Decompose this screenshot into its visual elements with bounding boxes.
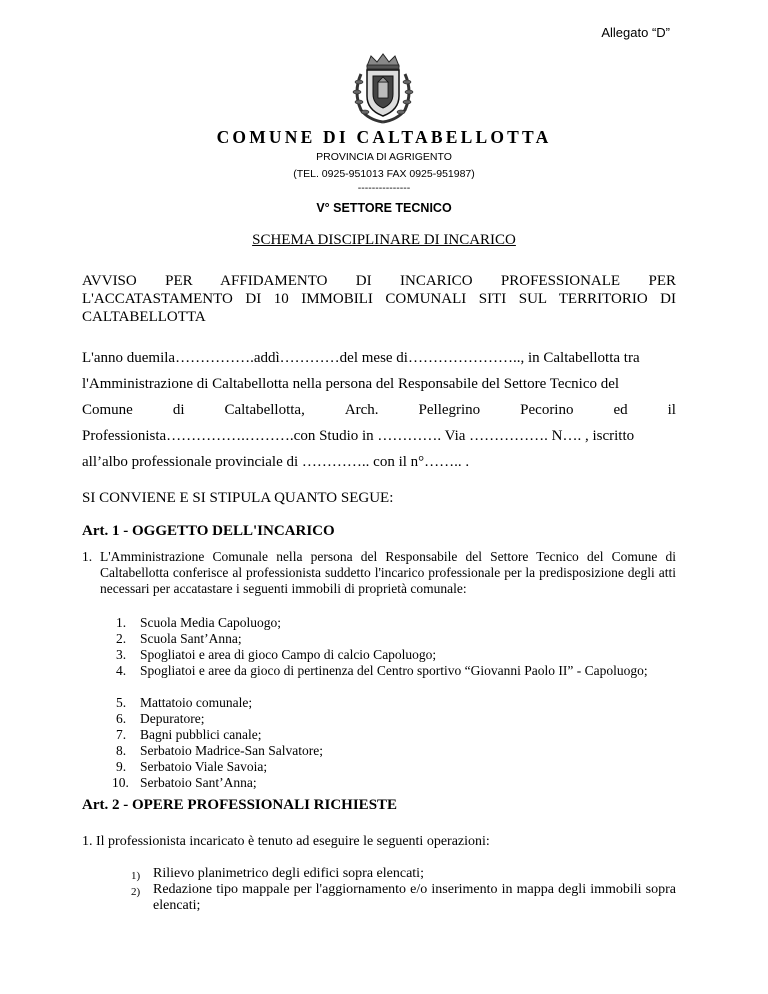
separator-dashes: --------------- bbox=[357, 182, 411, 194]
list-item bbox=[116, 615, 676, 631]
preamble-word: Pecorino bbox=[520, 402, 574, 418]
operation-number: 2) bbox=[131, 886, 141, 898]
preamble-line-3 bbox=[82, 402, 676, 419]
list-item-text: Depuratore; bbox=[140, 711, 205, 726]
list-item bbox=[116, 711, 676, 727]
list-item-number: 1. bbox=[116, 615, 127, 630]
preamble-line-4: Professionista…………….……….con Studio in …………. Via ……………. N…. , iscritto bbox=[82, 428, 635, 444]
list-item bbox=[116, 743, 676, 759]
list-item-number: 9. bbox=[116, 759, 127, 774]
operation-number: 1) bbox=[131, 870, 141, 882]
list-item bbox=[112, 775, 672, 791]
agreement-heading: SI CONVIENE E SI STIPULA QUANTO SEGUE: bbox=[82, 490, 394, 506]
operation-item bbox=[131, 882, 676, 914]
list-item bbox=[116, 663, 676, 679]
article-1-number: 1. bbox=[82, 549, 93, 564]
list-item-text: Serbatoio Madrice-San Salvatore; bbox=[140, 743, 323, 758]
allegato-label: Allegato “D” bbox=[601, 25, 670, 40]
list-item bbox=[116, 631, 676, 647]
preamble-word: ed bbox=[613, 402, 628, 418]
operation-text: Rilievo planimetrico degli edifici sopra elencati; bbox=[153, 866, 424, 881]
article-1-title: Art. 1 - OGGETTO DELL'INCARICO bbox=[82, 523, 335, 539]
list-item-number: 7. bbox=[116, 727, 127, 742]
preamble-line-1: L'anno duemila…………….addì…………del mese di………………….., in Caltabellotta tra bbox=[82, 350, 640, 366]
article-2-title: Art. 2 - OPERE PROFESSIONALI RICHIESTE bbox=[82, 797, 398, 813]
list-item-text: Scuola Media Capoluogo; bbox=[140, 615, 281, 630]
province-subtitle: PROVINCIA DI AGRIGENTO bbox=[316, 151, 452, 163]
preamble-word: Arch. bbox=[344, 402, 379, 418]
list-item-text: Serbatoio Sant’Anna; bbox=[140, 775, 257, 790]
preamble-word: di bbox=[172, 402, 185, 418]
article-2-paragraph: 1. Il professionista incaricato è tenuto ad eseguire le seguenti operazioni: bbox=[82, 834, 490, 849]
preamble-word: Caltabellotta, bbox=[224, 402, 305, 418]
list-item-text: Spogliatoi e aree da gioco di pertinenza del Centro sportivo “Giovanni Paolo II” - Capoluogo; bbox=[140, 663, 648, 678]
preamble-word: Comune bbox=[82, 402, 133, 418]
list-item-number: 8. bbox=[116, 743, 127, 758]
list-item-number: 10. bbox=[112, 775, 129, 790]
preamble-word: il bbox=[667, 402, 676, 418]
phone-fax-line: (TEL. 0925-951013 FAX 0925-951987) bbox=[293, 168, 475, 180]
article-1-text: L'Amministrazione Comunale nella persona del Responsabile del Settore Tecnico del Comune di Caltabellotta conferisce al professionista suddetto l'incarico professionale per la predisposizione degli atti necessari per accatastare i seguenti immobili di proprietà comunale: bbox=[100, 549, 676, 596]
preamble-line-5: all’albo professionale provinciale di ………….. con il n°…….. . bbox=[82, 454, 470, 470]
list-item bbox=[116, 647, 676, 663]
list-item-text: Scuola Sant’Anna; bbox=[140, 631, 242, 646]
department-label: V° SETTORE TECNICO bbox=[316, 201, 452, 215]
list-item-number: 4. bbox=[116, 663, 127, 678]
list-item-text: Serbatoio Viale Savoia; bbox=[140, 759, 268, 774]
list-item-number: 5. bbox=[116, 695, 127, 710]
document-title: SCHEMA DISCIPLINARE DI INCARICO bbox=[252, 232, 516, 248]
list-item bbox=[116, 759, 676, 775]
list-item-text: Bagni pubblici canale; bbox=[140, 727, 262, 742]
list-item-number: 2. bbox=[116, 631, 127, 646]
municipal-coat-of-arms-logo bbox=[347, 52, 419, 124]
list-item-number: 6. bbox=[116, 711, 127, 726]
preamble-word: Pellegrino bbox=[418, 402, 481, 418]
municipality-title: COMUNE DI CALTABELLOTTA bbox=[216, 127, 552, 147]
list-item bbox=[116, 695, 676, 711]
list-item-number: 3. bbox=[116, 647, 127, 662]
operation-text: Redazione tipo mappale per l'aggiornamento e/o inserimento in mappa degli immobili sopra elencati; bbox=[153, 882, 676, 913]
list-item bbox=[116, 727, 676, 743]
list-item-text: Mattatoio comunale; bbox=[140, 695, 253, 710]
notice-paragraph: AVVISO PER AFFIDAMENTO DI INCARICO PROFESSIONALE PER L'ACCATASTAMENTO DI 10 IMMOBILI COMUNALI SITI SUL TERRITORIO DI CALTABELLOTTA bbox=[82, 273, 676, 325]
article-1-paragraph bbox=[82, 549, 676, 597]
list-item-text: Spogliatoi e area di gioco Campo di calcio Capoluogo; bbox=[140, 647, 437, 662]
preamble-line-2: l'Amministrazione di Caltabellotta nella persona del Responsabile del Settore Tecnico del bbox=[82, 376, 620, 392]
